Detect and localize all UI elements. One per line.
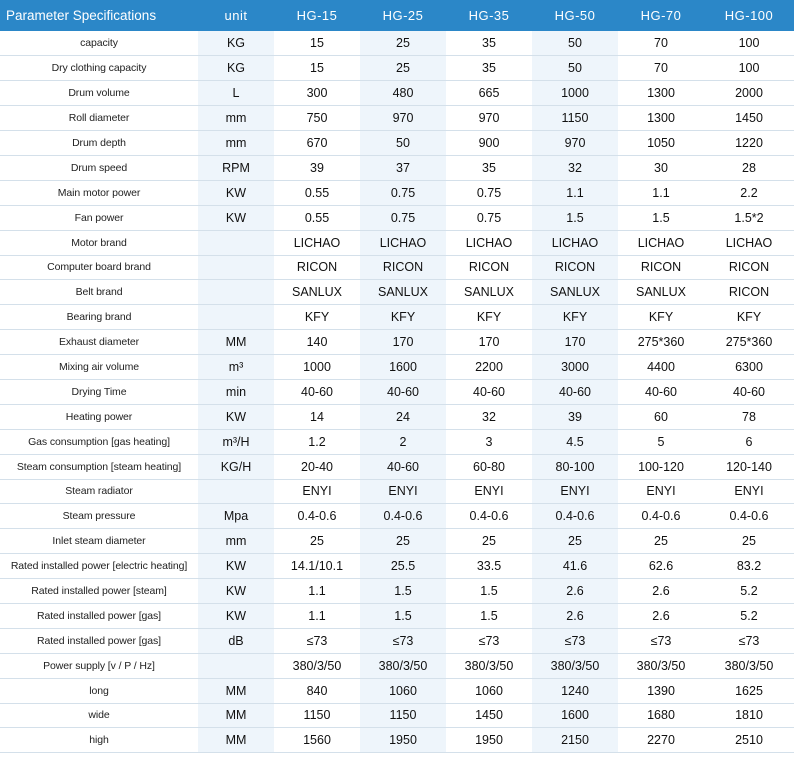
value-cell: 50 — [360, 131, 446, 156]
unit-cell: MM — [198, 330, 274, 355]
unit-cell: mm — [198, 106, 274, 131]
value-cell: KFY — [532, 305, 618, 330]
table-row — [0, 81, 794, 106]
table-row — [0, 653, 794, 678]
table-row — [0, 579, 794, 604]
value-cell: 1220 — [704, 131, 794, 156]
table-row — [0, 404, 794, 429]
value-cell: 3 — [446, 429, 532, 454]
unit-cell — [198, 280, 274, 305]
value-cell: 120-140 — [704, 454, 794, 479]
value-cell: 1950 — [446, 728, 532, 753]
column-header-hg-25: HG-25 — [360, 0, 446, 31]
value-cell: 1600 — [532, 703, 618, 728]
value-cell: SANLUX — [360, 280, 446, 305]
parameter-name-cell: Steam radiator — [0, 479, 198, 504]
value-cell: 1060 — [360, 678, 446, 703]
parameter-name-cell: Bearing brand — [0, 305, 198, 330]
header-row — [0, 0, 794, 31]
value-cell: 275*360 — [618, 330, 704, 355]
table-row — [0, 603, 794, 628]
value-cell: 380/3/50 — [618, 653, 704, 678]
value-cell: 840 — [274, 678, 360, 703]
unit-cell: KG — [198, 56, 274, 81]
value-cell: 35 — [446, 155, 532, 180]
unit-cell: KW — [198, 603, 274, 628]
unit-cell: dB — [198, 628, 274, 653]
parameter-name-cell: Motor brand — [0, 230, 198, 255]
value-cell: 80-100 — [532, 454, 618, 479]
value-cell: 970 — [532, 131, 618, 156]
value-cell: 750 — [274, 106, 360, 131]
value-cell: 480 — [360, 81, 446, 106]
unit-cell: MM — [198, 703, 274, 728]
value-cell: 39 — [532, 404, 618, 429]
value-cell: 41.6 — [532, 554, 618, 579]
value-cell: 1.2 — [274, 429, 360, 454]
value-cell: 1.5 — [532, 205, 618, 230]
parameter-name-cell: capacity — [0, 31, 198, 56]
value-cell: 39 — [274, 155, 360, 180]
value-cell: 1050 — [618, 131, 704, 156]
table-row — [0, 155, 794, 180]
value-cell: 62.6 — [618, 554, 704, 579]
value-cell: 0.4-0.6 — [446, 504, 532, 529]
value-cell: 33.5 — [446, 554, 532, 579]
table-row — [0, 554, 794, 579]
value-cell: RICON — [274, 255, 360, 280]
unit-cell: L — [198, 81, 274, 106]
value-cell: 1390 — [618, 678, 704, 703]
parameter-name-cell: Fan power — [0, 205, 198, 230]
parameter-name-cell: Heating power — [0, 404, 198, 429]
value-cell: ENYI — [618, 479, 704, 504]
column-header-hg-100: HG-100 — [704, 0, 794, 31]
value-cell: 40-60 — [532, 379, 618, 404]
value-cell: 40-60 — [446, 379, 532, 404]
value-cell: 0.4-0.6 — [618, 504, 704, 529]
table-row — [0, 703, 794, 728]
table-row — [0, 180, 794, 205]
parameter-name-cell: Mixing air volume — [0, 355, 198, 380]
table-row — [0, 504, 794, 529]
value-cell: SANLUX — [274, 280, 360, 305]
value-cell: 32 — [532, 155, 618, 180]
value-cell: 32 — [446, 404, 532, 429]
value-cell: LICHAO — [618, 230, 704, 255]
value-cell: 1950 — [360, 728, 446, 753]
unit-cell: MM — [198, 678, 274, 703]
table-row — [0, 379, 794, 404]
value-cell: 3000 — [532, 355, 618, 380]
value-cell: 100 — [704, 31, 794, 56]
value-cell: 1.1 — [274, 579, 360, 604]
unit-cell — [198, 255, 274, 280]
unit-cell — [198, 653, 274, 678]
value-cell: 970 — [446, 106, 532, 131]
value-cell: 0.4-0.6 — [360, 504, 446, 529]
table-row — [0, 106, 794, 131]
value-cell: 0.75 — [446, 205, 532, 230]
parameter-name-cell: Drum speed — [0, 155, 198, 180]
value-cell: 14 — [274, 404, 360, 429]
value-cell: 900 — [446, 131, 532, 156]
value-cell: 1.5 — [446, 579, 532, 604]
value-cell: 2150 — [532, 728, 618, 753]
value-cell: 40-60 — [274, 379, 360, 404]
value-cell: 380/3/50 — [274, 653, 360, 678]
value-cell: 1600 — [360, 355, 446, 380]
unit-cell — [198, 479, 274, 504]
value-cell: 100-120 — [618, 454, 704, 479]
unit-cell: Mpa — [198, 504, 274, 529]
value-cell: SANLUX — [532, 280, 618, 305]
value-cell: 970 — [360, 106, 446, 131]
value-cell: 1150 — [274, 703, 360, 728]
column-header-hg-15: HG-15 — [274, 0, 360, 31]
value-cell: LICHAO — [274, 230, 360, 255]
value-cell: 25 — [532, 529, 618, 554]
value-cell: SANLUX — [618, 280, 704, 305]
value-cell: 25 — [446, 529, 532, 554]
table-row — [0, 429, 794, 454]
value-cell: 25 — [360, 56, 446, 81]
value-cell: 60-80 — [446, 454, 532, 479]
value-cell: 1450 — [704, 106, 794, 131]
unit-cell: min — [198, 379, 274, 404]
column-header-unit: unit — [198, 0, 274, 31]
table-row — [0, 280, 794, 305]
unit-cell — [198, 230, 274, 255]
parameter-name-cell: Exhaust diameter — [0, 330, 198, 355]
value-cell: 70 — [618, 31, 704, 56]
value-cell: 15 — [274, 31, 360, 56]
value-cell: 4.5 — [532, 429, 618, 454]
value-cell: 35 — [446, 56, 532, 81]
value-cell: 6300 — [704, 355, 794, 380]
value-cell: ≤73 — [704, 628, 794, 653]
value-cell: ≤73 — [360, 628, 446, 653]
value-cell: 1000 — [532, 81, 618, 106]
parameter-name-cell: Steam pressure — [0, 504, 198, 529]
value-cell: 15 — [274, 56, 360, 81]
value-cell: 5 — [618, 429, 704, 454]
value-cell: 0.75 — [360, 205, 446, 230]
table-row — [0, 628, 794, 653]
value-cell: 170 — [532, 330, 618, 355]
unit-cell — [198, 305, 274, 330]
table-row — [0, 678, 794, 703]
value-cell: 2510 — [704, 728, 794, 753]
unit-cell: RPM — [198, 155, 274, 180]
value-cell: RICON — [446, 255, 532, 280]
value-cell: 1680 — [618, 703, 704, 728]
parameter-name-cell: Rated installed power [gas] — [0, 628, 198, 653]
value-cell: 40-60 — [618, 379, 704, 404]
value-cell: 5.2 — [704, 603, 794, 628]
parameter-name-cell: Computer board brand — [0, 255, 198, 280]
column-header-hg-70: HG-70 — [618, 0, 704, 31]
value-cell: KFY — [704, 305, 794, 330]
table-row — [0, 454, 794, 479]
value-cell: 0.4-0.6 — [532, 504, 618, 529]
value-cell: RICON — [532, 255, 618, 280]
table-row — [0, 205, 794, 230]
value-cell: 2270 — [618, 728, 704, 753]
table-row — [0, 728, 794, 753]
value-cell: 100 — [704, 56, 794, 81]
table-row — [0, 255, 794, 280]
value-cell: 665 — [446, 81, 532, 106]
table-row — [0, 131, 794, 156]
table-row — [0, 31, 794, 56]
value-cell: 2200 — [446, 355, 532, 380]
value-cell: ≤73 — [274, 628, 360, 653]
table-body — [0, 31, 794, 753]
value-cell: 2.6 — [532, 579, 618, 604]
value-cell: 0.55 — [274, 205, 360, 230]
value-cell: 170 — [446, 330, 532, 355]
table-row — [0, 305, 794, 330]
table-row — [0, 330, 794, 355]
value-cell: 670 — [274, 131, 360, 156]
value-cell: 78 — [704, 404, 794, 429]
value-cell: LICHAO — [532, 230, 618, 255]
unit-cell: KW — [198, 579, 274, 604]
column-header-hg-50: HG-50 — [532, 0, 618, 31]
value-cell: 1560 — [274, 728, 360, 753]
parameter-name-cell: Main motor power — [0, 180, 198, 205]
parameter-name-cell: Steam consumption [steam heating] — [0, 454, 198, 479]
value-cell: 37 — [360, 155, 446, 180]
value-cell: LICHAO — [446, 230, 532, 255]
table-row — [0, 479, 794, 504]
value-cell: LICHAO — [360, 230, 446, 255]
value-cell: 2.6 — [618, 603, 704, 628]
value-cell: 0.4-0.6 — [274, 504, 360, 529]
value-cell: 1.5 — [618, 205, 704, 230]
value-cell: 20-40 — [274, 454, 360, 479]
unit-cell: KW — [198, 554, 274, 579]
value-cell: 50 — [532, 56, 618, 81]
column-header-parameter: Parameter Specifications — [0, 0, 198, 31]
value-cell: 1.1 — [274, 603, 360, 628]
parameter-name-cell: high — [0, 728, 198, 753]
value-cell: 1.5*2 — [704, 205, 794, 230]
value-cell: RICON — [704, 255, 794, 280]
parameter-name-cell: long — [0, 678, 198, 703]
unit-cell: KW — [198, 205, 274, 230]
value-cell: ENYI — [446, 479, 532, 504]
parameter-name-cell: Rated installed power [steam] — [0, 579, 198, 604]
parameter-name-cell: Rated installed power [electric heating] — [0, 554, 198, 579]
value-cell: KFY — [274, 305, 360, 330]
value-cell: 28 — [704, 155, 794, 180]
value-cell: 4400 — [618, 355, 704, 380]
value-cell: RICON — [704, 280, 794, 305]
value-cell: 380/3/50 — [704, 653, 794, 678]
value-cell: 1150 — [532, 106, 618, 131]
table-row — [0, 529, 794, 554]
value-cell: 25 — [360, 31, 446, 56]
value-cell: LICHAO — [704, 230, 794, 255]
unit-cell: MM — [198, 728, 274, 753]
parameter-name-cell: Drum volume — [0, 81, 198, 106]
value-cell: 35 — [446, 31, 532, 56]
value-cell: 25 — [704, 529, 794, 554]
parameter-name-cell: Roll diameter — [0, 106, 198, 131]
value-cell: 2.2 — [704, 180, 794, 205]
value-cell: 1300 — [618, 106, 704, 131]
value-cell: KFY — [618, 305, 704, 330]
value-cell: 275*360 — [704, 330, 794, 355]
value-cell: 1000 — [274, 355, 360, 380]
value-cell: 380/3/50 — [446, 653, 532, 678]
value-cell: 1.5 — [360, 579, 446, 604]
value-cell: 2.6 — [532, 603, 618, 628]
value-cell: 60 — [618, 404, 704, 429]
value-cell: 1.1 — [532, 180, 618, 205]
value-cell: 24 — [360, 404, 446, 429]
value-cell: 170 — [360, 330, 446, 355]
value-cell: KFY — [446, 305, 532, 330]
value-cell: ENYI — [704, 479, 794, 504]
value-cell: 5.2 — [704, 579, 794, 604]
value-cell: 2000 — [704, 81, 794, 106]
value-cell: 25 — [360, 529, 446, 554]
value-cell: ENYI — [360, 479, 446, 504]
value-cell: 50 — [532, 31, 618, 56]
unit-cell: KG/H — [198, 454, 274, 479]
parameter-name-cell: Drum depth — [0, 131, 198, 156]
value-cell: 25.5 — [360, 554, 446, 579]
value-cell: 140 — [274, 330, 360, 355]
value-cell: SANLUX — [446, 280, 532, 305]
value-cell: RICON — [618, 255, 704, 280]
value-cell: KFY — [360, 305, 446, 330]
value-cell: 14.1/10.1 — [274, 554, 360, 579]
value-cell: 1060 — [446, 678, 532, 703]
unit-cell: mm — [198, 131, 274, 156]
unit-cell: mm — [198, 529, 274, 554]
value-cell: 1450 — [446, 703, 532, 728]
unit-cell: m³/H — [198, 429, 274, 454]
value-cell: ≤73 — [532, 628, 618, 653]
value-cell: 70 — [618, 56, 704, 81]
value-cell: 380/3/50 — [360, 653, 446, 678]
value-cell: 1300 — [618, 81, 704, 106]
value-cell: 83.2 — [704, 554, 794, 579]
value-cell: 1.5 — [360, 603, 446, 628]
unit-cell: KG — [198, 31, 274, 56]
parameter-name-cell: Power supply [v / P / Hz] — [0, 653, 198, 678]
parameter-name-cell: wide — [0, 703, 198, 728]
parameter-name-cell: Dry clothing capacity — [0, 56, 198, 81]
column-header-hg-35: HG-35 — [446, 0, 532, 31]
unit-cell: m³ — [198, 355, 274, 380]
value-cell: RICON — [360, 255, 446, 280]
value-cell: 40-60 — [360, 379, 446, 404]
value-cell: 380/3/50 — [532, 653, 618, 678]
value-cell: 1150 — [360, 703, 446, 728]
value-cell: ≤73 — [446, 628, 532, 653]
value-cell: 2.6 — [618, 579, 704, 604]
unit-cell: KW — [198, 180, 274, 205]
parameter-name-cell: Belt brand — [0, 280, 198, 305]
value-cell: 25 — [274, 529, 360, 554]
value-cell: 0.55 — [274, 180, 360, 205]
value-cell: 1.1 — [618, 180, 704, 205]
value-cell: 30 — [618, 155, 704, 180]
unit-cell: KW — [198, 404, 274, 429]
value-cell: ENYI — [532, 479, 618, 504]
value-cell: 1810 — [704, 703, 794, 728]
value-cell: ≤73 — [618, 628, 704, 653]
parameter-name-cell: Rated installed power [gas] — [0, 603, 198, 628]
value-cell: 6 — [704, 429, 794, 454]
value-cell: 1625 — [704, 678, 794, 703]
value-cell: 300 — [274, 81, 360, 106]
parameter-name-cell: Gas consumption [gas heating] — [0, 429, 198, 454]
table-row — [0, 56, 794, 81]
value-cell: 0.4-0.6 — [704, 504, 794, 529]
table-row — [0, 230, 794, 255]
value-cell: 2 — [360, 429, 446, 454]
table-row — [0, 355, 794, 380]
value-cell: 40-60 — [360, 454, 446, 479]
value-cell: 25 — [618, 529, 704, 554]
parameter-name-cell: Inlet steam diameter — [0, 529, 198, 554]
value-cell: ENYI — [274, 479, 360, 504]
value-cell: 40-60 — [704, 379, 794, 404]
value-cell: 0.75 — [446, 180, 532, 205]
value-cell: 1.5 — [446, 603, 532, 628]
value-cell: 1240 — [532, 678, 618, 703]
value-cell: 0.75 — [360, 180, 446, 205]
parameter-name-cell: Drying Time — [0, 379, 198, 404]
